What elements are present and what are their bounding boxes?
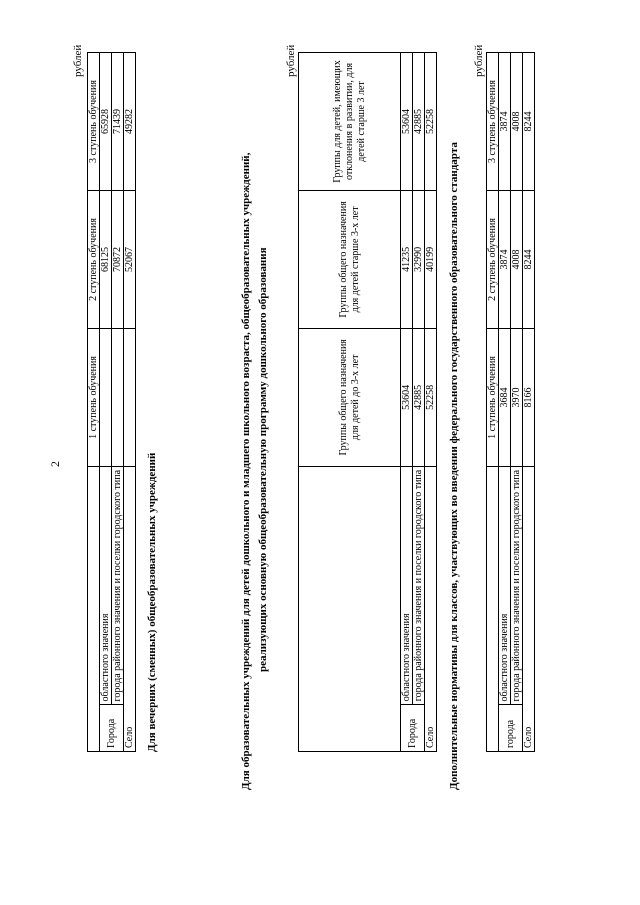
units-label: рублей [473,44,485,77]
row-label: города районного значения и поселки городского типа [112,466,124,705]
row-label: областного значения [100,466,112,705]
units-label: рублей [285,44,297,77]
fgos-supplement-table [486,52,535,752]
table-cell [112,328,124,466]
table-cell: 3874 [499,53,511,191]
table-cell: 3970 [511,328,523,466]
table-cell: 52067 [124,191,136,329]
column-header: Группы общего назначения для детей старше 3-х лет [299,190,401,328]
column-header: 1 ступень обучения [487,328,499,466]
page-number: 2 [48,461,62,467]
table-cell: 3684 [499,328,511,466]
preschool-table [298,52,437,752]
column-header: 3 ступень обучения [487,53,499,191]
table-cell: 8244 [523,53,535,191]
row-label: областного значения [499,466,511,705]
row-label: областного значения [401,466,413,705]
table-cell: 3874 [499,191,511,329]
table-cell: 42885 [413,328,425,466]
table-cell: 8166 [523,328,535,466]
column-header: 3 ступень обучения [88,53,100,191]
table-cell: 65928 [100,53,112,191]
table-cell [124,328,136,466]
section-title: реализующих основную общеобразовательную программу дошкольного образования [257,247,269,672]
table-cell: 42885 [413,53,425,191]
table-cell: 68125 [100,191,112,329]
row-label: Село [523,466,535,751]
row-label: города районного значения и поселки городского типа [511,466,523,705]
table-corner-cell [88,466,100,751]
row-label: города районного значения и поселки городского типа [413,466,425,705]
rotated-document-page [30,22,610,882]
column-header: 1 ступень обучения [88,328,100,466]
units-label: рублей [72,44,84,77]
column-header: 2 ступень обучения [88,191,100,329]
section-title: Для образовательных учреждений для детей дошкольного и младшего школьного возраста, общеобразовательных учреждений, [240,152,252,790]
evening-schools-table [87,52,136,752]
row-label: Село [124,466,136,751]
table-cell: 71439 [112,53,124,191]
table-cell: 53604 [401,328,413,466]
table-cell: 52258 [425,328,437,466]
table-cell [100,328,112,466]
table-cell: 41235 [401,190,413,328]
column-header: 2 ступень обучения [487,191,499,329]
section-title: Для вечерних (сменных) общеобразовательных учреждений [146,452,158,752]
section-title: Дополнительные нормативы для классов, участвующих во введении федерального государственного образовательного стандарта [448,142,460,790]
table-cell: 49282 [124,53,136,191]
table-corner-cell [299,466,401,751]
row-label: Село [425,466,437,751]
table-cell: 70872 [112,191,124,329]
table-corner-cell [487,466,499,751]
table-cell: 4008 [511,191,523,329]
row-group-label: Города [100,705,124,752]
table-cell: 52258 [425,53,437,191]
column-header: Группы общего назначения для детей до 3-х лет [299,328,401,466]
table-cell: 32990 [413,190,425,328]
row-group-label: Города [401,705,425,752]
table-cell: 8244 [523,191,535,329]
column-header: Группы для детей, имеющих отклонения в развитии, для детей старше 3 лет [299,53,401,191]
table-cell: 53604 [401,53,413,191]
table-cell: 40199 [425,190,437,328]
table-cell: 4008 [511,53,523,191]
row-group-label: города [499,705,523,752]
